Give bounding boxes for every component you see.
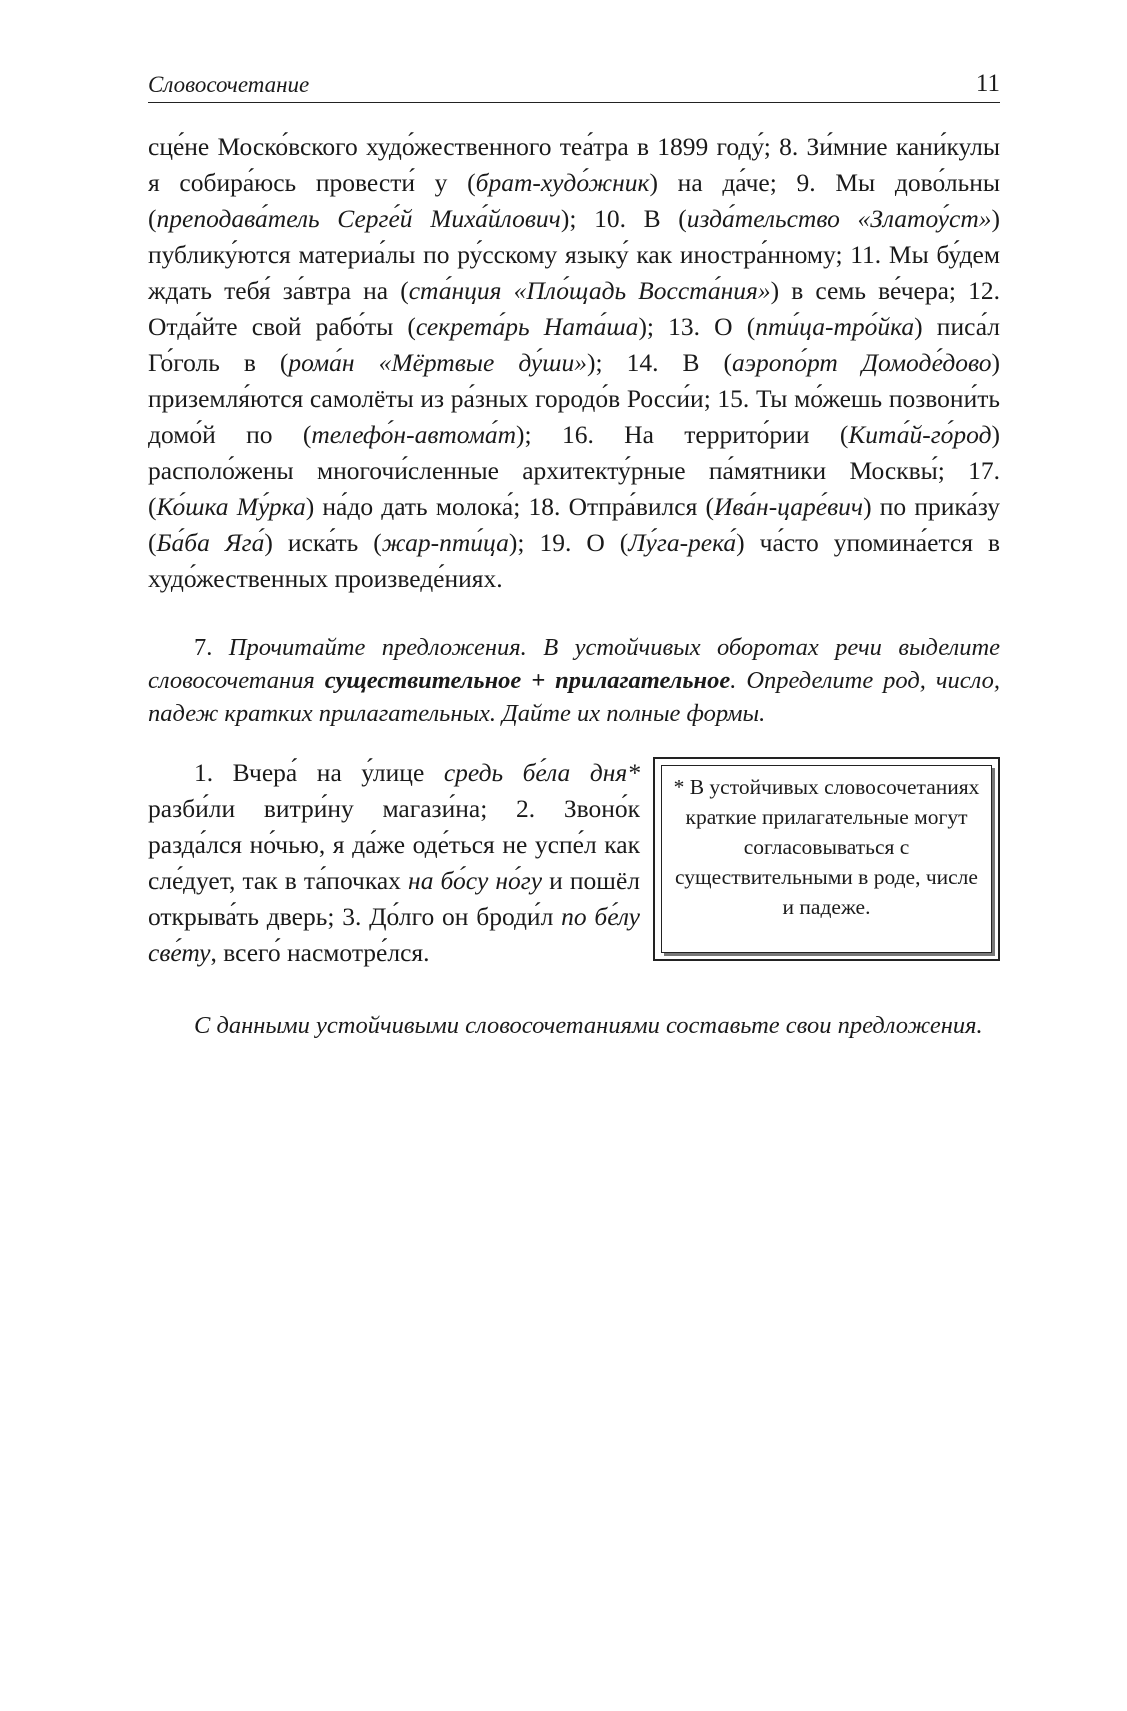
task-text: Прочитайте предложения. В устойчивых оборотах речи выделите словосочетания: [148, 634, 1001, 694]
text-run: жар-пти́ца: [381, 528, 509, 557]
text-run: ) в семь ве́чера; 12. Отда́йте свой рабо́ты (: [148, 276, 1000, 341]
task-instruction: [148, 631, 1000, 730]
text-run: Ко́шка Му́рка: [156, 492, 306, 521]
text-run: рома́н «Мёртвые ду́ши»: [288, 348, 587, 377]
task-bold-phrase: существительное + прилагательное: [324, 667, 731, 694]
text-run: брат-худо́жник: [475, 168, 650, 197]
text-run: ) на́до дать молока́; 18. Отпра́вился (: [305, 492, 714, 521]
task-number: 7.: [194, 634, 213, 661]
text-run: ); 13. О (: [638, 312, 756, 341]
text-run: ) располо́жены многочи́сленные архитекту́рные па́мятники Москвы́; 17. (: [148, 420, 1000, 521]
text-run: Ива́н-царе́вич: [713, 492, 864, 521]
task-text: . Определите род, число, падеж кратких прилагательных. Дайте их полные формы.: [148, 667, 1000, 727]
footnote-box: [653, 757, 1000, 961]
text-run: ) публику́ются материа́лы по ру́сскому языку́ как иностра́нному; 11. Мы бу́дем ждать тебя́ за́втра на (: [148, 204, 1000, 305]
exercise-text: [148, 129, 1000, 597]
text-run: , всего́ насмотре́лся.: [210, 937, 430, 967]
text-run: пти́ца-тро́йка: [755, 312, 915, 341]
footnote-inner-frame: [661, 765, 992, 953]
text-run: на бо́су но́гу: [408, 865, 543, 895]
text-run: ); 10. В (: [560, 204, 687, 233]
book-page: [148, 60, 1000, 1066]
examples-row: [148, 755, 1000, 1005]
running-header: [148, 60, 1000, 103]
text-run: телефо́н-автома́т: [311, 420, 517, 449]
text-run: 1. Вчера́ на у́лице: [194, 757, 444, 787]
text-run: сце́не Моско́вского худо́жественного теа́тра в 1899 году́; 8. Зи́мние кани́кулы я собира́юсь провести́ у (: [148, 132, 1000, 197]
text-run: по бе́лу све́ту: [148, 901, 640, 967]
text-run: секрета́рь Ната́ша: [415, 312, 639, 341]
page-number: 11: [975, 70, 1000, 97]
closing-instruction: С данными устойчивыми словосочетаниями составьте свои предложения.: [194, 1011, 983, 1039]
text-run: Ба́ба Яга́: [156, 528, 265, 557]
text-run: и пошёл открыва́ть дверь; 3. До́лго он броди́л: [148, 865, 640, 931]
text-run: преподава́тель Серге́й Миха́йлович: [156, 204, 561, 233]
text-run: аэропо́рт Домоде́дово: [731, 348, 992, 377]
text-run: ); 14. В (: [587, 348, 732, 377]
footnote-text: * В устойчивых словосочетаниях краткие прилагательные могут согласовываться с существительными в роде, числе и падеже.: [673, 774, 980, 919]
running-title: Словосочетание: [148, 72, 310, 97]
text-run: ) ча́сто упомина́ется в худо́жественных произведе́ниях.: [148, 528, 1000, 593]
text-run: ); 16. На террито́рии (: [516, 420, 849, 449]
text-run: Лу́га-река́: [628, 528, 737, 557]
text-run: разби́ли витри́ну магази́на; 2. Звоно́к разда́лся но́чью, я да́же оде́ться не успе́л как сле́дует, так в та́почках: [148, 793, 640, 895]
text-run: средь бе́ла дня*: [443, 757, 640, 787]
examples-text: [148, 755, 640, 971]
text-run: ) на да́че; 9. Мы дово́льны (: [148, 168, 1000, 233]
text-run: Кита́й-го́род: [848, 420, 992, 449]
text-run: ); 19. О (: [508, 528, 629, 557]
text-run: ) по прика́зу (: [148, 492, 1000, 557]
text-run: ) писа́л Го́голь в (: [148, 312, 1000, 377]
text-run: изда́тельство «Златоу́ст»: [686, 204, 992, 233]
text-run: ) иска́ть (: [264, 528, 382, 557]
text-run: ста́нция «Пло́щадь Восста́ния»: [408, 276, 771, 305]
text-run: ) приземля́ются самолёты из ра́зных городо́в Росси́и; 15. Ты мо́жешь позвони́ть домо́й по (: [148, 348, 1000, 449]
